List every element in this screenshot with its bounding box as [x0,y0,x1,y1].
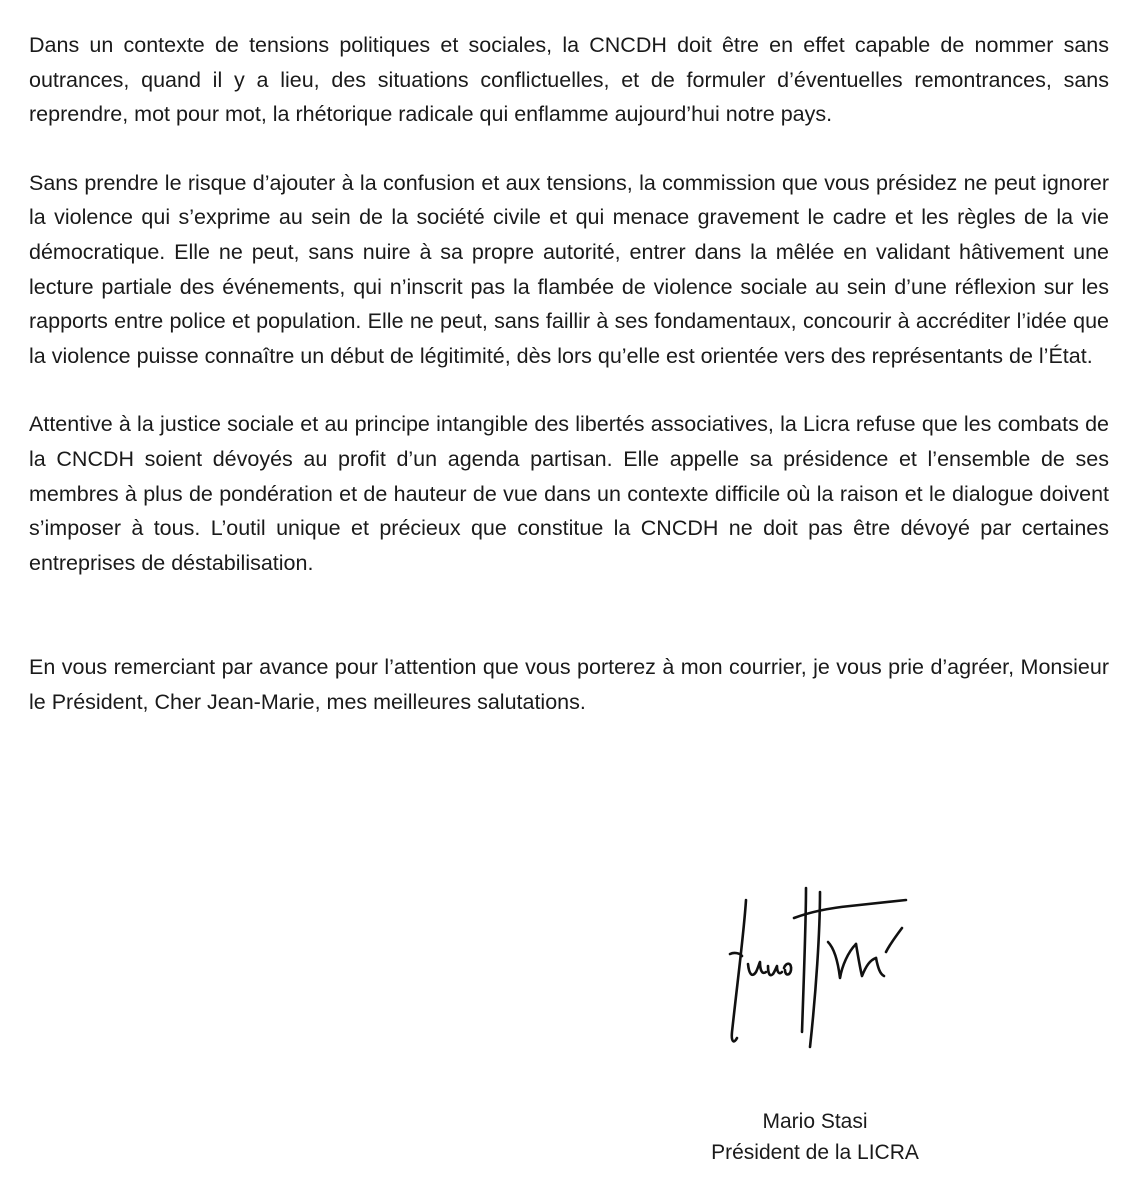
paragraph-commission: Sans prendre le risque d’ajouter à la confusion et aux tensions, la commission que vous présidez ne peut ignorer la violence qui s’exprime au sein de la société civile et qui menace gravement le cadre et les règles de la vie démocratique. Elle ne peut, sans nuire à sa propre autorité, entrer dans la mêlée en validant hâtivement une lecture partiale des événements, qui n’inscrit pas la flambée de violence sociale au sein d’une réflexion sur les rapports entre police et population. Elle ne peut, sans faillir à ses fondamentaux, concourir à accréditer l’idée que la violence puisse connaître un début de légitimité, dès lors qu’elle est orientée vers des représentants de l’État. [29,170,1109,368]
signatory-block [640,1106,990,1168]
signatory-name: Mario Stasi [762,1110,868,1133]
signatory-title: Président de la LICRA [711,1141,919,1164]
paragraph-licra: Attentive à la justice sociale et au principe intangible des libertés associatives, la Licra refuse que les combats de la CNCDH soient dévoyés au profit d’un agenda partisan. Elle appelle sa présidence et l’ensemble de ses membres à plus de pondération et de hauteur de vue dans un contexte difficile où la raison et le dialogue doivent s’imposer à tous. L’outil unique et précieux que constitue la CNCDH ne doit pas être dévoyé par certaines entreprises de déstabilisation. [29,412,1109,575]
paragraph-closing: En vous remerciant par avance pour l’attention que vous porterez à mon courrier, je vous prie d’agréer, Monsieur le Président, Cher Jean-Marie, mes meilleures salutations. [29,655,1109,714]
paragraph-context: Dans un contexte de tensions politiques et sociales, la CNCDH doit être en effet capable de nommer sans outrances, quand il y a lieu, des situations conflictuelles, et de formuler d’éventuelles remontrances, sans reprendre, mot pour mot, la rhétorique radicale qui enflamme aujourd’hui notre pays. [29,33,1109,127]
handwritten-signature [710,882,910,1052]
letter-body [29,28,1109,720]
